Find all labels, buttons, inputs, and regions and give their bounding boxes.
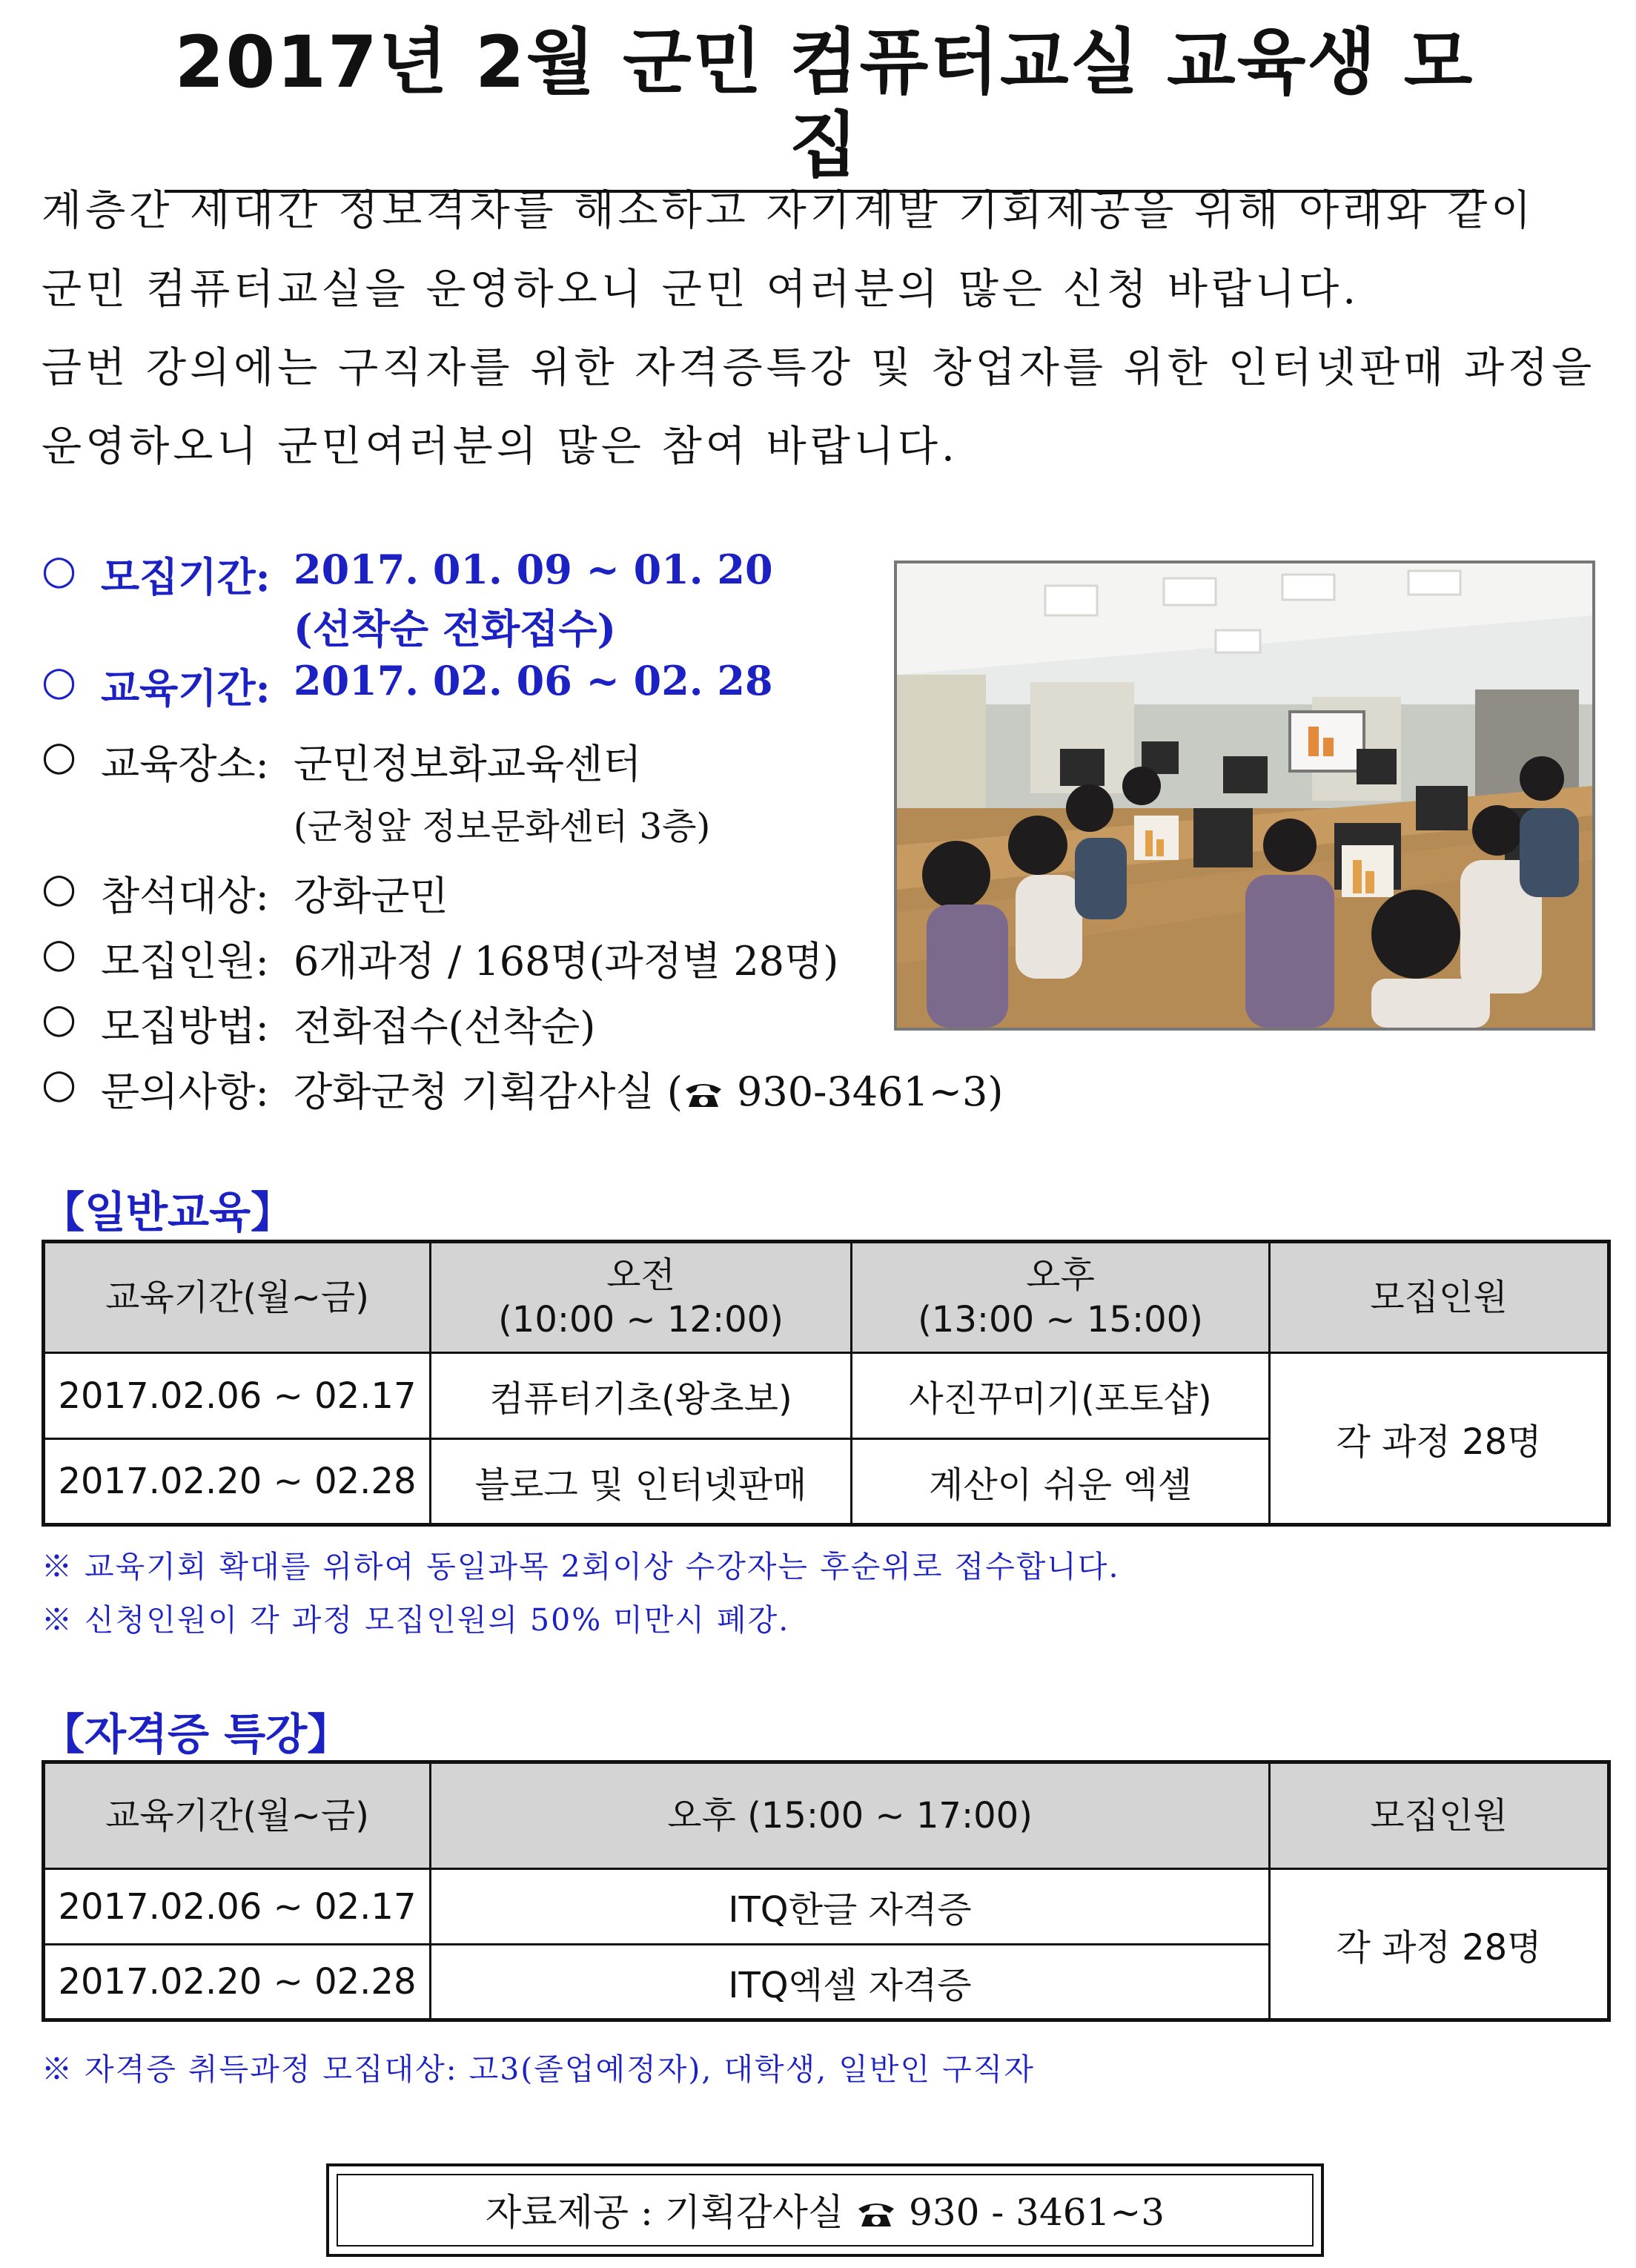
- contact-dept: 강화군청 기획감사실 (: [294, 1068, 683, 1115]
- info-value: [294, 1060, 1003, 1117]
- table-row: [44, 1869, 1609, 1945]
- footer-source: [337, 2174, 1314, 2246]
- circle-bullet-icon: ○: [42, 733, 77, 779]
- intro-line: 운영하오니 군민여러분의 많은 참여 바랍니다.: [42, 423, 958, 471]
- general-section-heading: 【일반교육】: [42, 1187, 294, 1237]
- general-schedule-table: [42, 1240, 1611, 1527]
- header-am-label: 오전: [606, 1254, 675, 1296]
- footer-source-label: 자료제공 : 기획감사실: [485, 2191, 844, 2234]
- cell-pm-course: 계산이 쉬운 엑셀: [852, 1439, 1270, 1525]
- general-note: ※ 신청인원이 각 과정 모집인원의 50% 미만시 폐강.: [42, 1602, 790, 1638]
- info-label: 참석대상:: [101, 873, 269, 919]
- page-title: 2017년 2월 군민 컴퓨터교실 교육생 모집: [165, 21, 1484, 193]
- cell-am-course: 블로그 및 인터넷판매: [431, 1439, 852, 1525]
- info-label: 교육장소:: [101, 741, 269, 787]
- classroom-photo: [894, 561, 1595, 1031]
- phone-icon: [683, 1077, 724, 1110]
- circle-bullet-icon: ○: [42, 657, 77, 704]
- info-label: 모집인원:: [101, 938, 269, 985]
- phone-icon: [855, 2197, 897, 2229]
- info-label: 모집방법:: [101, 1003, 269, 1050]
- table-row: [44, 1353, 1609, 1439]
- cell-period: 2017.02.06 ~ 02.17: [44, 1869, 431, 1945]
- cell-course: ITQ한글 자격증: [431, 1869, 1270, 1945]
- header-quota: 모집인원: [1270, 1762, 1609, 1869]
- info-value: 전화접수(선착순): [294, 1003, 596, 1050]
- info-value: 군민정보화교육센터: [294, 741, 642, 787]
- circle-bullet-icon: ○: [42, 864, 77, 911]
- info-value: 2017. 02. 06 ~ 02. 28: [294, 657, 773, 704]
- footer-phone: 930 - 3461~3: [909, 2191, 1165, 2234]
- header-pm-label: 오후: [1026, 1254, 1095, 1296]
- intro-line: 계층간 세대간 정보격차를 해소하고 자기계발 기회제공을 위해 아래와 같이: [42, 187, 1535, 235]
- cell-quota: 각 과정 28명: [1270, 1353, 1609, 1525]
- circle-bullet-icon: ○: [42, 930, 77, 976]
- header-am-time: (10:00 ~ 12:00): [498, 1299, 784, 1340]
- intro-line: 금번 강의에는 구직자를 위한 자격증특강 및 창업자를 위한 인터넷판매 과정을: [42, 344, 1596, 392]
- cert-schedule-table: [42, 1760, 1611, 2022]
- circle-bullet-icon: ○: [42, 1060, 77, 1107]
- table-header-row: [44, 1242, 1609, 1353]
- header-period: 교육기간(월~금): [44, 1242, 431, 1353]
- table-header-row: [44, 1762, 1609, 1869]
- header-am: [431, 1242, 852, 1353]
- cell-period: 2017.02.20 ~ 02.28: [44, 1945, 431, 2020]
- cell-course: ITQ엑셀 자격증: [431, 1945, 1270, 2020]
- cell-pm-course: 사진꾸미기(포토샵): [852, 1353, 1270, 1439]
- contact-phone: 930-3461~3): [737, 1068, 1004, 1115]
- info-label: 모집기간:: [101, 553, 271, 601]
- info-place-note: (군청앞 정보문화센터 3층): [294, 806, 711, 847]
- header-pm: 오후 (15:00 ~ 17:00): [431, 1762, 1270, 1869]
- circle-bullet-icon: ○: [42, 995, 77, 1042]
- footer-source-box: [326, 2163, 1324, 2257]
- circle-bullet-icon: ○: [42, 546, 77, 593]
- header-pm: [852, 1242, 1270, 1353]
- intro-line: 군민 컴퓨터교실을 운영하오니 군민 여러분의 많은 신청 바랍니다.: [42, 265, 1360, 314]
- info-recruit-note: (선착순 전화접수): [294, 605, 617, 652]
- intro-text: [42, 172, 1613, 486]
- header-period: 교육기간(월~금): [44, 1762, 431, 1869]
- cell-period: 2017.02.20 ~ 02.28: [44, 1439, 431, 1525]
- cert-note: ※ 자격증 취득과정 모집대상: 고3(졸업예정자), 대학생, 일반인 구직자: [42, 2052, 1035, 2087]
- header-quota: 모집인원: [1270, 1242, 1609, 1353]
- info-value: 강화군민: [294, 873, 448, 919]
- info-value: 6개과정 / 168명(과정별 28명): [294, 938, 839, 985]
- info-label: 교육기간:: [101, 664, 271, 712]
- general-note: ※ 교육기회 확대를 위하여 동일과목 2회이상 수강자는 후순위로 접수합니다.: [42, 1549, 1120, 1584]
- cell-period: 2017.02.06 ~ 02.17: [44, 1353, 431, 1439]
- header-pm-time: (13:00 ~ 15:00): [918, 1299, 1203, 1340]
- info-value: 2017. 01. 09 ~ 01. 20: [294, 546, 773, 593]
- cert-section-heading: 【자격증 특강】: [42, 1709, 351, 1759]
- info-label: 문의사항:: [101, 1068, 269, 1115]
- cell-quota: 각 과정 28명: [1270, 1869, 1609, 2020]
- cell-am-course: 컴퓨터기초(왕초보): [431, 1353, 852, 1439]
